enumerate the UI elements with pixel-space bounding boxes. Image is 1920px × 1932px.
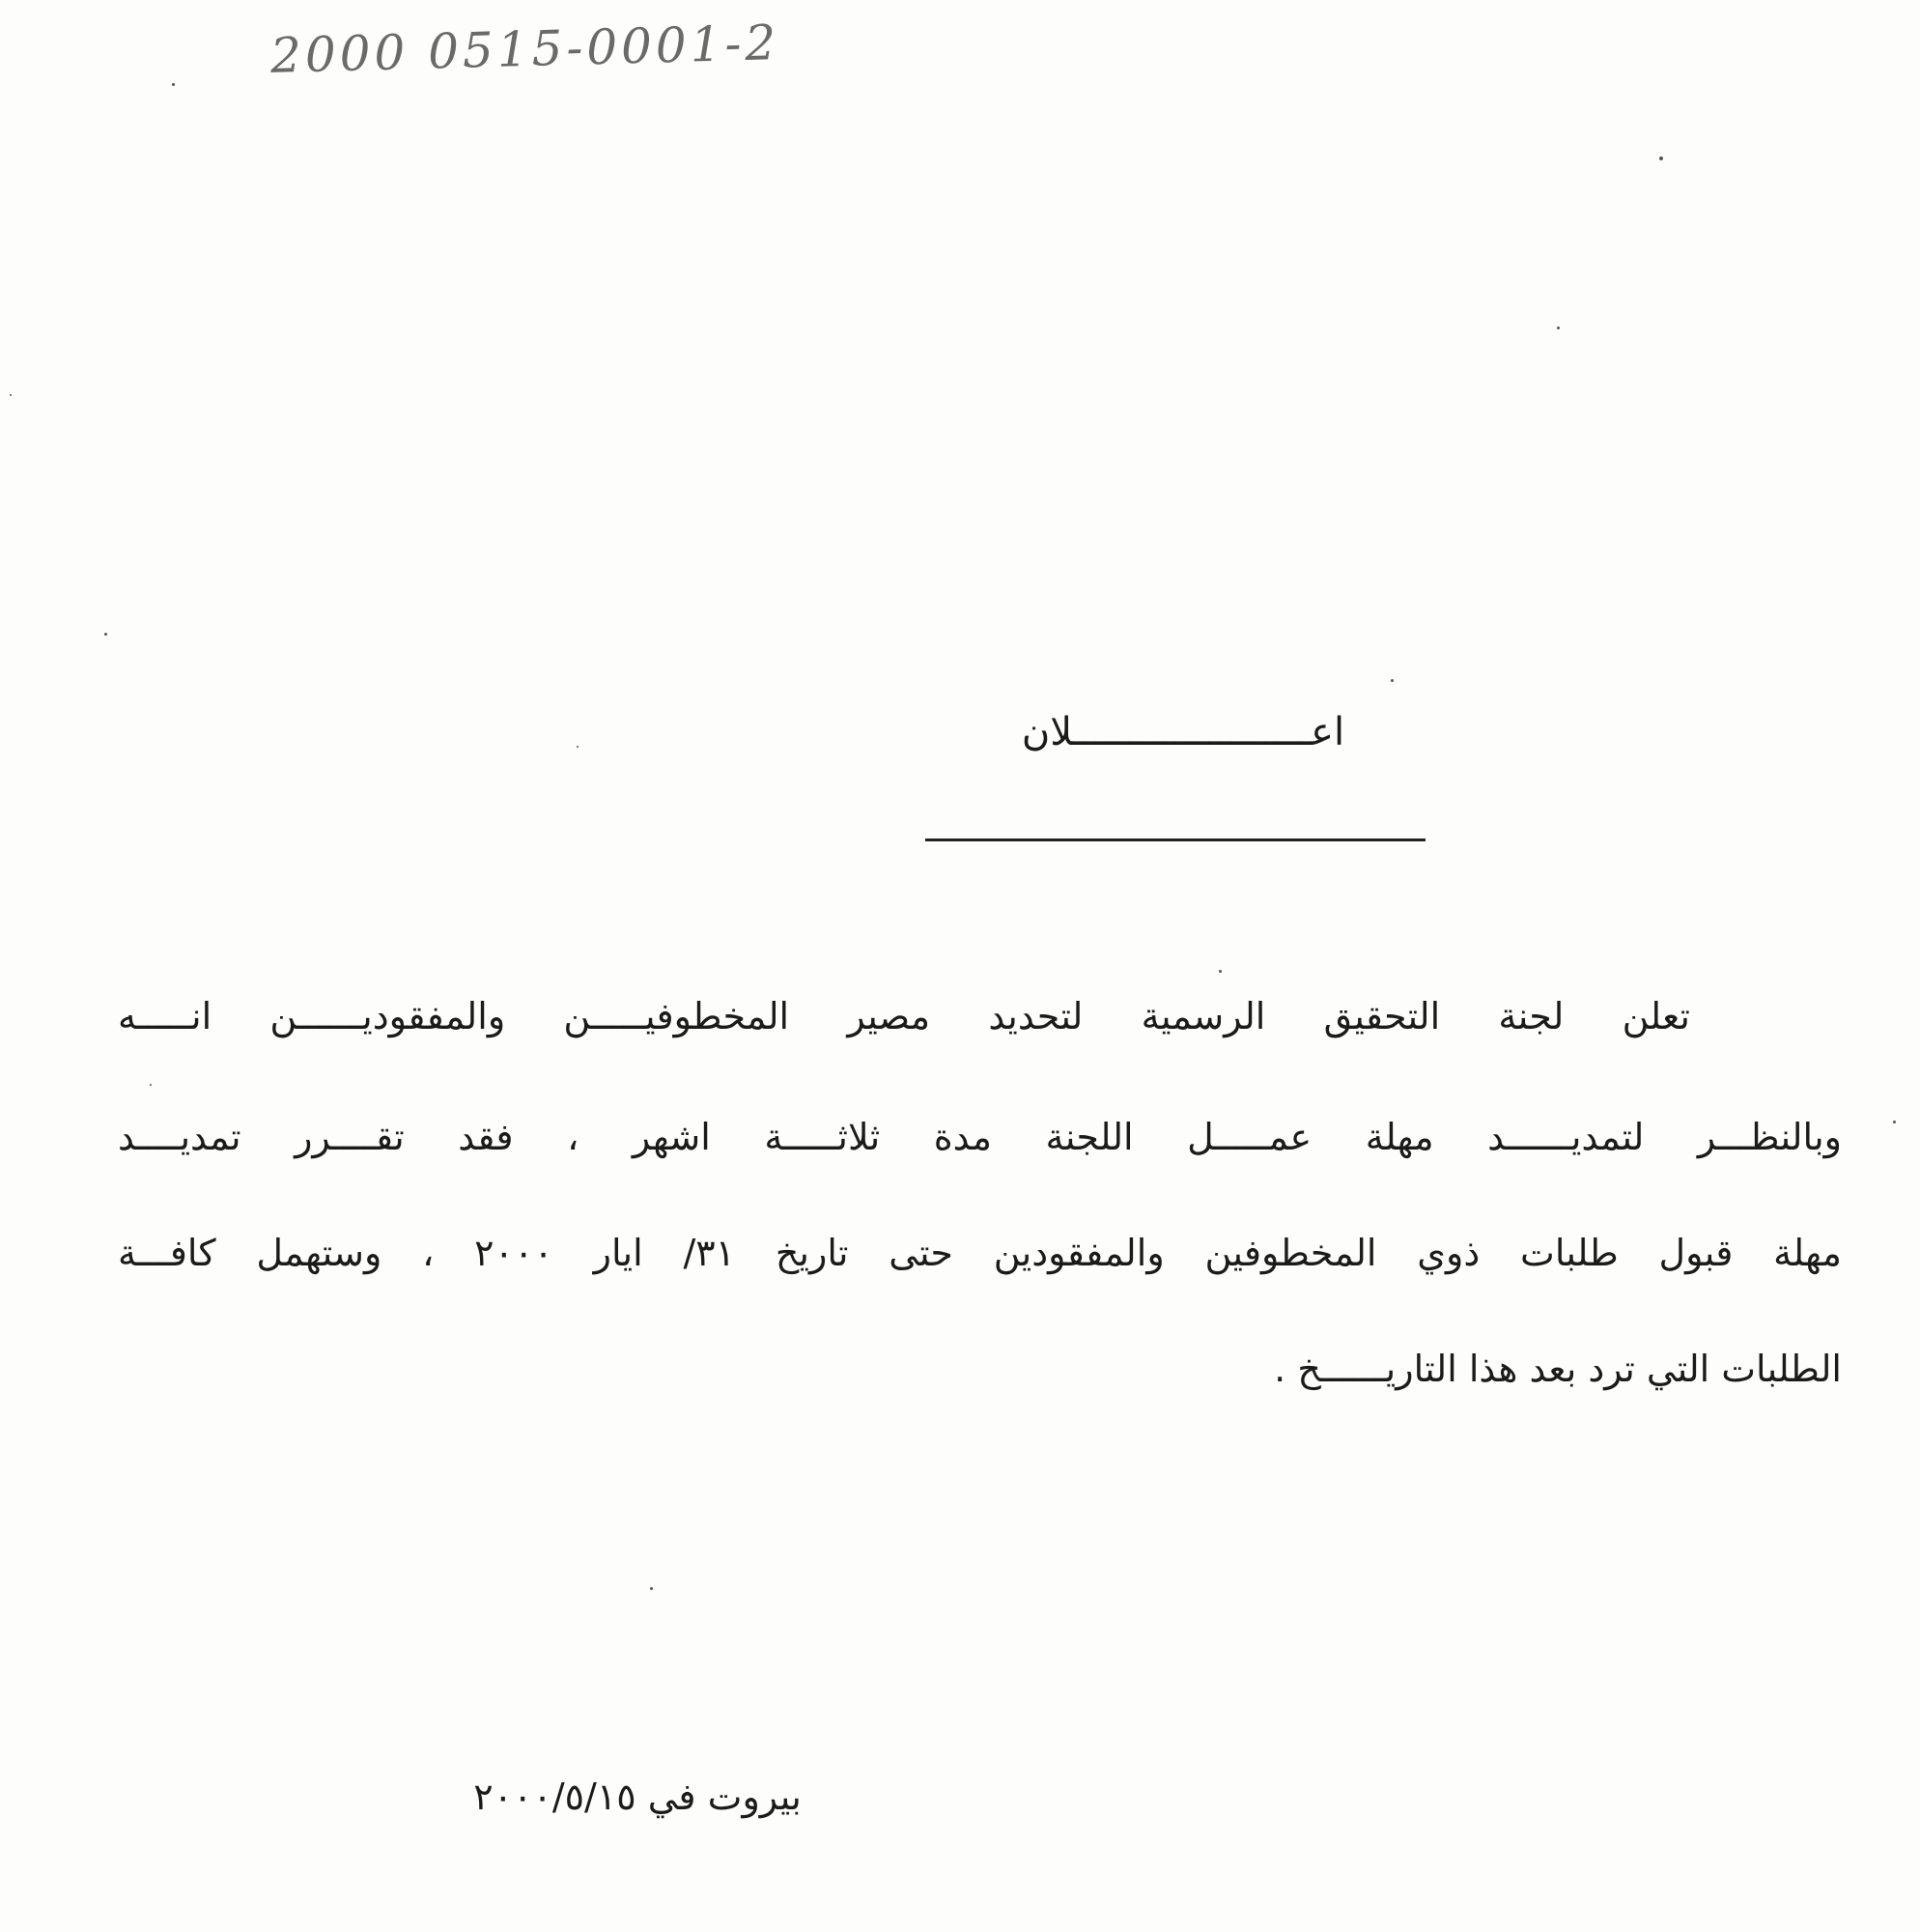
announcement-title: اعـــــــــــــــــــــلان (1021, 710, 1345, 754)
body-line-3: مهلة قبول طلبات ذوي المخطوفين والمفقودين حتى تاريخ ٣١/ ايار ٢٠٠٠ ، وستهمل كافـــة (118, 1232, 1842, 1274)
body-line-2: وبالنظـــر لتمديــــــد مهلة عمـــــل اللجنة مدة ثلاثـــــة اشهر ، فقد تقــــرر تمديــــد (118, 1116, 1842, 1158)
scan-speck (1557, 327, 1560, 329)
scan-speck (1219, 970, 1222, 973)
body-line-4: الطلبات التي ترد بعد هذا التاريــــــخ . (1274, 1348, 1842, 1390)
scan-speck (1893, 1121, 1896, 1123)
scan-speck (650, 1587, 653, 1590)
scan-speck (172, 83, 175, 86)
scan-speck (1391, 679, 1394, 682)
scan-speck (10, 394, 12, 396)
scan-speck (150, 1084, 152, 1086)
handwritten-reference-number: 2000 0515-0001-2 (269, 14, 780, 84)
title-underline (925, 838, 1426, 841)
scan-speck (104, 633, 107, 636)
place-and-date: بيروت في ٢٠٠٠/٥/١٥ (473, 1776, 802, 1818)
body-line-1: تعلن لجنة التحقيق الرسمية لتحديد مصير المخطوفيـــــن والمفقوديــــــن انـــــه (118, 995, 1690, 1037)
scan-speck (1659, 156, 1663, 160)
scan-speck (577, 746, 579, 748)
